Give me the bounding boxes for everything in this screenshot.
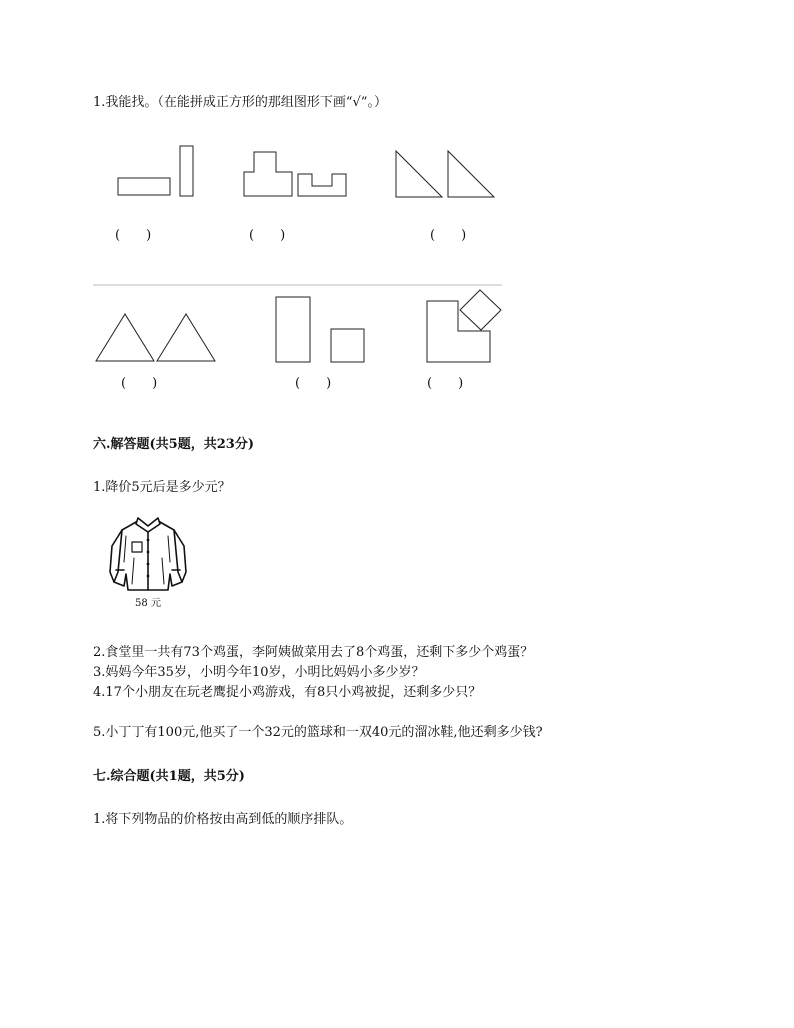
question-7-1-text: 1.将下列物品的价格按由高到低的顺序排队。 [93,812,353,827]
question-6-4-text: 4.17个小朋友在玩老鹰捉小鸡游戏，有8只小鸡被捉，还剩多少只？ [93,685,482,700]
l-shape [427,301,490,362]
triangle-right [157,314,215,361]
answer-paren-2[interactable]: ( ) [249,228,286,243]
square-small [331,329,364,362]
u-shape [298,174,346,196]
triangle-left [96,314,154,361]
rotated-square [460,290,501,330]
section-6-heading: 六.解答题(共5题，共23分) [93,437,254,452]
wide-rectangle [118,178,170,195]
shirt-price-label: 58 元 [135,598,161,609]
answer-paren-1[interactable]: ( ) [115,228,152,243]
answer-paren-5[interactable]: ( ) [295,376,332,391]
answer-paren-3[interactable]: ( ) [430,228,467,243]
tall-rectangle [180,146,193,196]
question-6-3-text: 3.妈妈今年35岁，小明今年10岁，小明比妈妈小多少岁？ [93,665,425,680]
shirt-image [102,512,194,612]
answer-paren-6[interactable]: ( ) [427,376,464,391]
answer-paren-4[interactable]: ( ) [121,376,158,391]
question-6-5-text: 5.小丁丁有100元,他买了一个32元的篮球和一双40元的溜冰鞋,他还剩多少钱? [93,725,543,740]
question-6-2-text: 2.食堂里一共有73个鸡蛋，李阿姨做菜用去了8个鸡蛋，还剩下多少个鸡蛋？ [93,645,534,660]
tall-rect-2 [276,297,310,362]
question-1-text: 1.我能找。（在能拼成正方形的那组图形下画“√”。） [93,95,387,110]
right-triangle-left [396,151,442,197]
question-6-1-text: 1.降价5元后是多少元？ [93,480,231,495]
section-7-heading: 七.综合题(共1题，共5分) [93,769,245,784]
right-triangle-right [448,151,494,197]
t-shape [244,152,292,196]
